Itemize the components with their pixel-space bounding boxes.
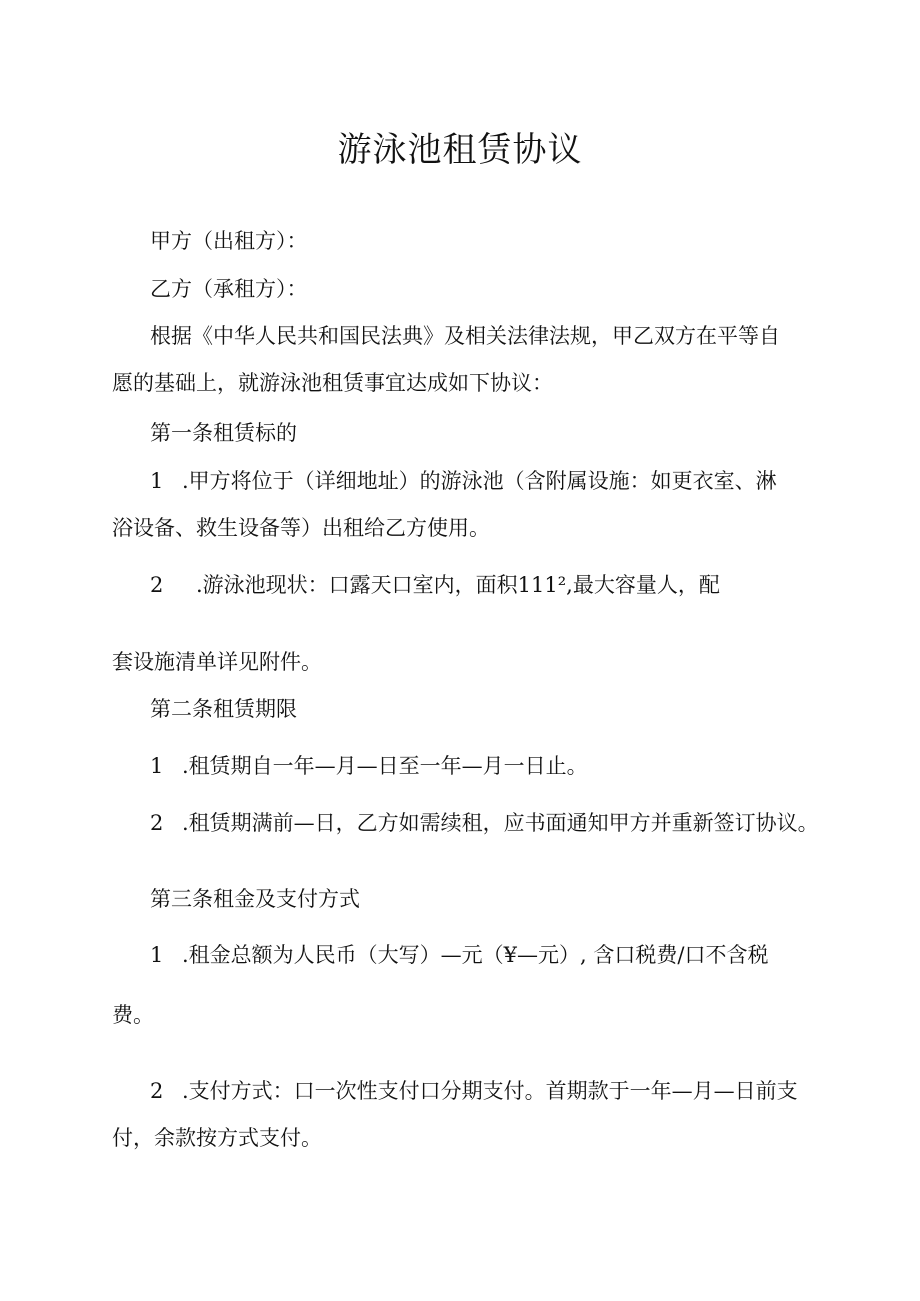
item-text: .租金总额为人民币（大写）—元（¥—元）, 含口税费/口不含税 [182, 943, 769, 967]
item-text: .支付方式：口一次性支付口分期支付。首期款于一年—月—日前支 [182, 1079, 798, 1103]
item-number: 2 [150, 1079, 164, 1103]
item-text: .租赁期满前—日，乙方如需续租，应书面通知甲方并重新签订协议。 [182, 811, 819, 835]
item-number: 1 [150, 754, 164, 778]
preamble-line-2: 愿的基础上，就游泳池租赁事宜达成如下协议： [112, 371, 553, 395]
party-a-line: 甲方（出租方）： [150, 229, 308, 253]
article-3-item-1-cont: 费。 [112, 1003, 154, 1027]
item-number: 2 [150, 573, 164, 597]
article-3-item-2 [150, 1076, 798, 1106]
item-text: .游泳池现状：口露天口室内，面积111²,最大容量人，配 [196, 573, 720, 597]
preamble-line-1: 根据《中华人民共和国民法典》及相关法律法规，甲乙双方在平等自 [150, 324, 780, 348]
article-1-item-1-cont: 浴设备、救生设备等）出租给乙方使用。 [112, 516, 490, 540]
article-3-item-2-cont: 付，余款按方式支付。 [112, 1126, 322, 1150]
item-text: .租赁期自一年—月—日至一年—月一日止。 [182, 754, 588, 778]
item-number: 1 [150, 469, 164, 493]
article-3-item-1 [150, 940, 768, 970]
item-number: 1 [150, 943, 164, 967]
party-b-line: 乙方（承租方）： [150, 277, 308, 301]
article-2-item-2 [150, 808, 819, 838]
item-text: .甲方将位于（详细地址）的游泳池（含附属设施：如更衣室、淋 [182, 469, 777, 493]
article-1-item-2-cont: 套设施清单详见附件。 [112, 650, 322, 674]
article-1-heading: 第一条租赁标的 [150, 421, 297, 445]
item-number: 2 [150, 811, 164, 835]
article-1-item-1 [150, 466, 777, 496]
article-1-item-2 [150, 570, 720, 600]
document-title: 游泳池租赁协议 [337, 130, 583, 170]
article-2-item-1 [150, 751, 588, 781]
article-3-heading: 第三条租金及支付方式 [150, 887, 360, 911]
article-2-heading: 第二条租赁期限 [150, 697, 297, 721]
